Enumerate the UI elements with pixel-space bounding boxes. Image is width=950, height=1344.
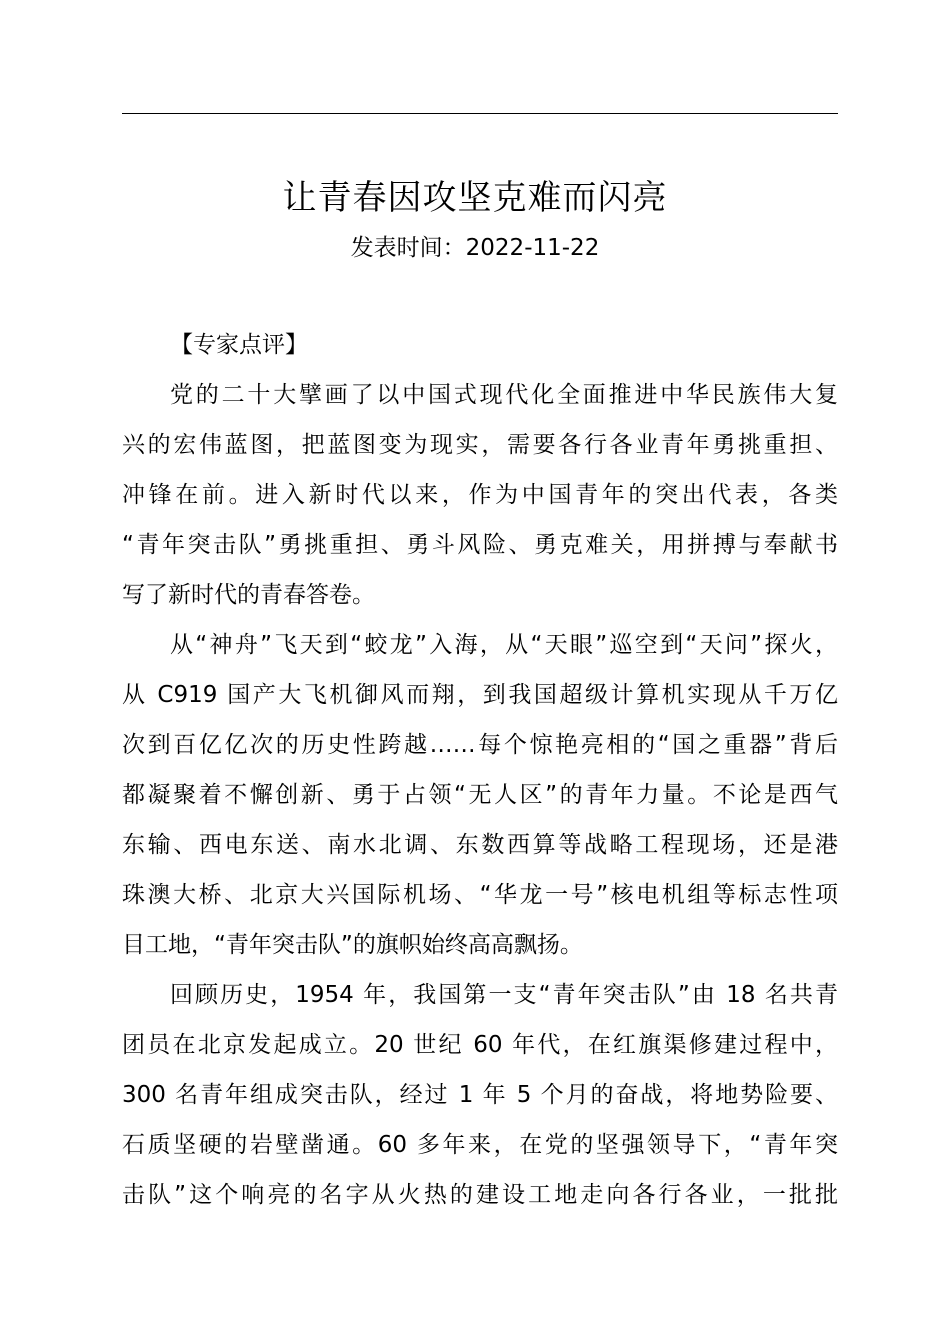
paragraph-line: 党的二十大擘画了以中国式现代化全面推进中华民族伟大复 (170, 382, 838, 408)
paragraph-1 (122, 370, 838, 620)
paragraph-line: 300 名青年组成突击队，经过 1 年 5 个月的奋战，将地势险要、 (122, 1082, 838, 1108)
paragraph-2 (122, 620, 838, 970)
paragraph-line: 目工地，“青年突击队”的旗帜始终高高飘扬。 (122, 932, 583, 958)
article-title: 让青春因攻坚克难而闪亮 (282, 178, 668, 218)
article-body (122, 320, 838, 1220)
paragraph-line: “青年突击队”勇挑重担、勇斗风险、勇克难关，用拼搏与奉献书 (122, 532, 838, 558)
paragraph-line: 石质坚硬的岩壁凿通。60 多年来，在党的坚强领导下，“青年突 (122, 1132, 838, 1158)
paragraph-line: 冲锋在前。进入新时代以来，作为中国青年的突出代表，各类 (122, 482, 838, 508)
paragraph-line: 回顾历史，1954 年，我国第一支“青年突击队”由 18 名共青 (170, 982, 838, 1008)
paragraph-line: 写了新时代的青春答卷。 (122, 582, 375, 608)
paragraph-3 (122, 970, 838, 1220)
paragraph-line: 都凝聚着不懈创新、勇于占领“无人区”的青年力量。不论是西气 (122, 782, 838, 808)
section-heading: 【专家点评】 (170, 332, 308, 358)
paragraph-line: 珠澳大桥、北京大兴国际机场、“华龙一号”核电机组等标志性项 (122, 882, 838, 908)
publish-date: 发表时间：2022-11-22 (350, 235, 600, 261)
header-rule (122, 113, 838, 114)
paragraph-line: 东输、西电东送、南水北调、东数西算等战略工程现场，还是港 (122, 832, 838, 858)
paragraph-line: 击队”这个响亮的名字从火热的建设工地走向各行各业，一批批 (122, 1182, 838, 1208)
paragraph-line: 兴的宏伟蓝图，把蓝图变为现实，需要各行各业青年勇挑重担、 (122, 432, 838, 458)
paragraph-line: 次到百亿亿次的历史性跨越……每个惊艳亮相的“国之重器”背后 (122, 732, 838, 758)
paragraph-line: 从“神舟”飞天到“蛟龙”入海，从“天眼”巡空到“天问”探火， (170, 632, 838, 658)
paragraph-line: 团员在北京发起成立。20 世纪 60 年代，在红旗渠修建过程中， (122, 1032, 838, 1058)
paragraph-line: 从 C919 国产大飞机御风而翔，到我国超级计算机实现从千万亿 (122, 682, 838, 708)
